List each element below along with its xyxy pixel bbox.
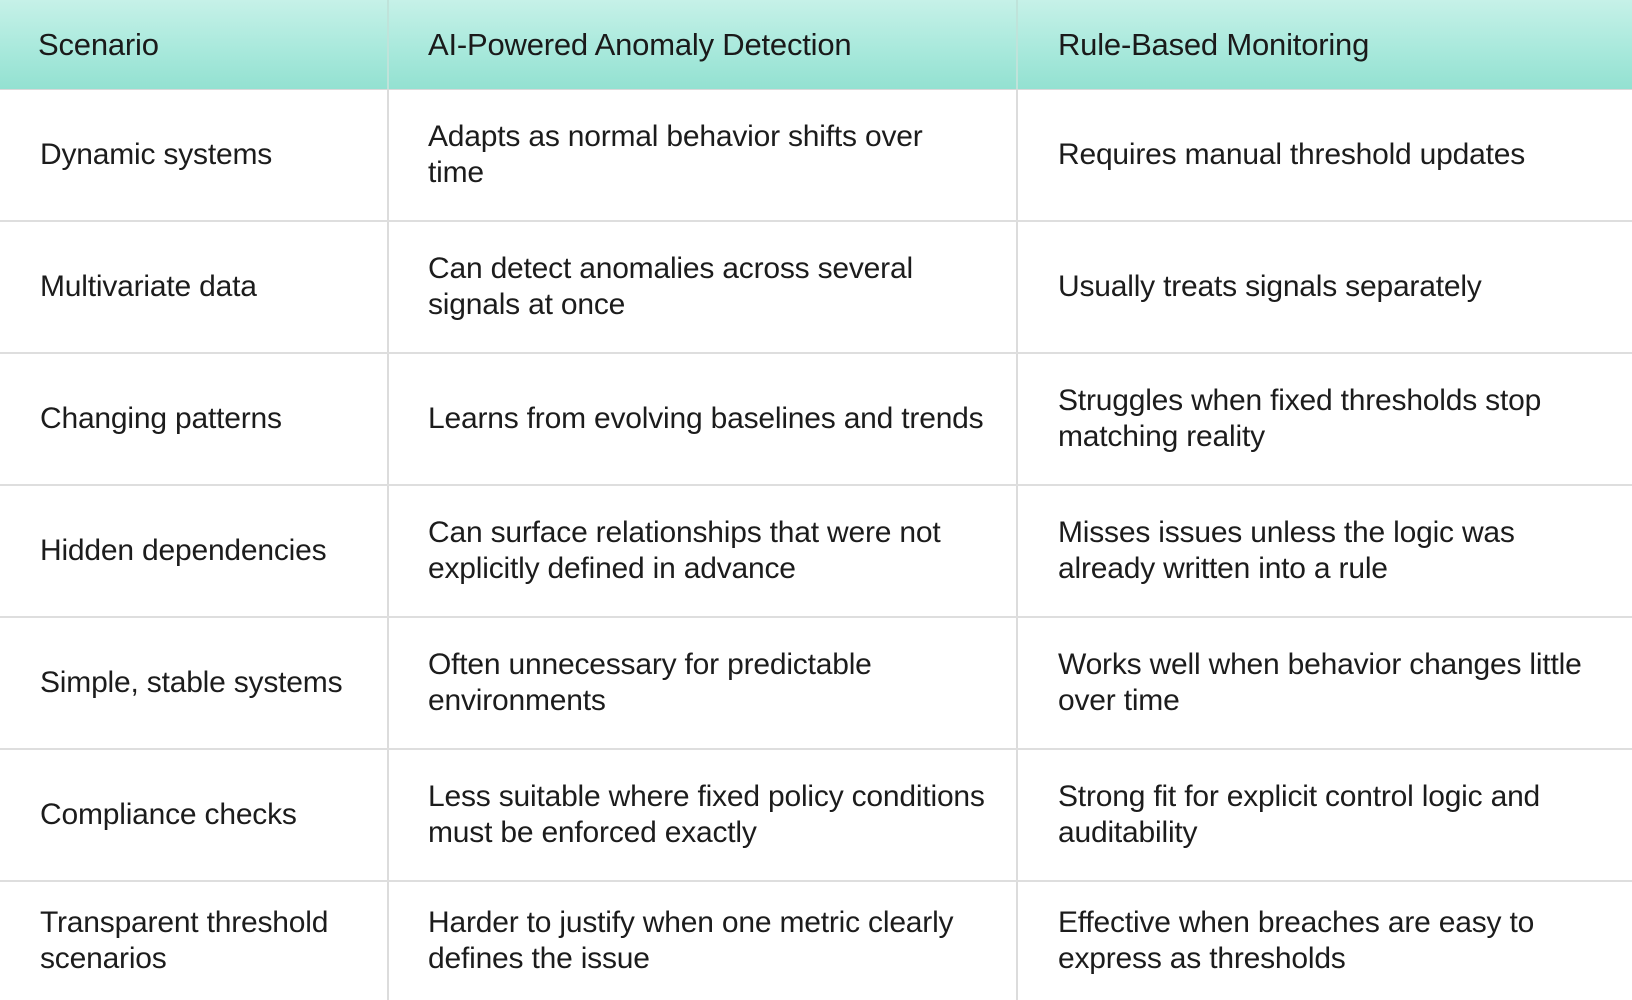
table-row bbox=[0, 882, 1632, 1000]
scenario-cell: Multivariate data bbox=[0, 222, 389, 352]
ai-cell: Harder to justify when one metric clearly defines the issue bbox=[389, 882, 1018, 1000]
ai-cell: Less suitable where fixed policy conditions must be enforced exactly bbox=[389, 750, 1018, 880]
table-header bbox=[0, 0, 1632, 90]
rule-cell: Struggles when fixed thresholds stop matching reality bbox=[1058, 384, 1542, 453]
scenario-cell: Simple, stable systems bbox=[0, 618, 389, 748]
ai-cell: Learns from evolving baselines and trends bbox=[389, 354, 1018, 484]
table-row bbox=[0, 618, 1632, 750]
table-row bbox=[0, 486, 1632, 618]
ai-cell: Can detect anomalies across several signals at once bbox=[389, 222, 1018, 352]
rule-cell: Usually treats signals separately bbox=[1058, 270, 1482, 303]
ai-cell: Can surface relationships that were not explicitly defined in advance bbox=[389, 486, 1018, 616]
header-ai-detection: AI-Powered Anomaly Detection bbox=[389, 0, 1018, 89]
scenario-cell: Dynamic systems bbox=[0, 90, 389, 220]
rule-cell: Effective when breaches are easy to express as thresholds bbox=[1058, 906, 1535, 975]
scenario-cell: Transparent threshold scenarios bbox=[0, 882, 389, 1000]
header-rule-monitoring: Rule-Based Monitoring bbox=[1058, 26, 1370, 62]
ai-cell: Often unnecessary for predictable environments bbox=[389, 618, 1018, 748]
rule-cell: Works well when behavior changes little over time bbox=[1058, 648, 1582, 717]
scenario-cell: Changing patterns bbox=[0, 354, 389, 484]
header-scenario: Scenario bbox=[0, 0, 389, 89]
table-row bbox=[0, 90, 1632, 222]
rule-cell: Requires manual threshold updates bbox=[1058, 138, 1526, 171]
scenario-cell: Compliance checks bbox=[0, 750, 389, 880]
table-row bbox=[0, 750, 1632, 882]
rule-cell: Strong fit for explicit control logic and auditability bbox=[1058, 780, 1541, 849]
scenario-cell: Hidden dependencies bbox=[0, 486, 389, 616]
ai-cell: Adapts as normal behavior shifts over time bbox=[389, 90, 1018, 220]
table-row bbox=[0, 354, 1632, 486]
table-row bbox=[0, 222, 1632, 354]
rule-cell: Misses issues unless the logic was already written into a rule bbox=[1058, 516, 1515, 585]
